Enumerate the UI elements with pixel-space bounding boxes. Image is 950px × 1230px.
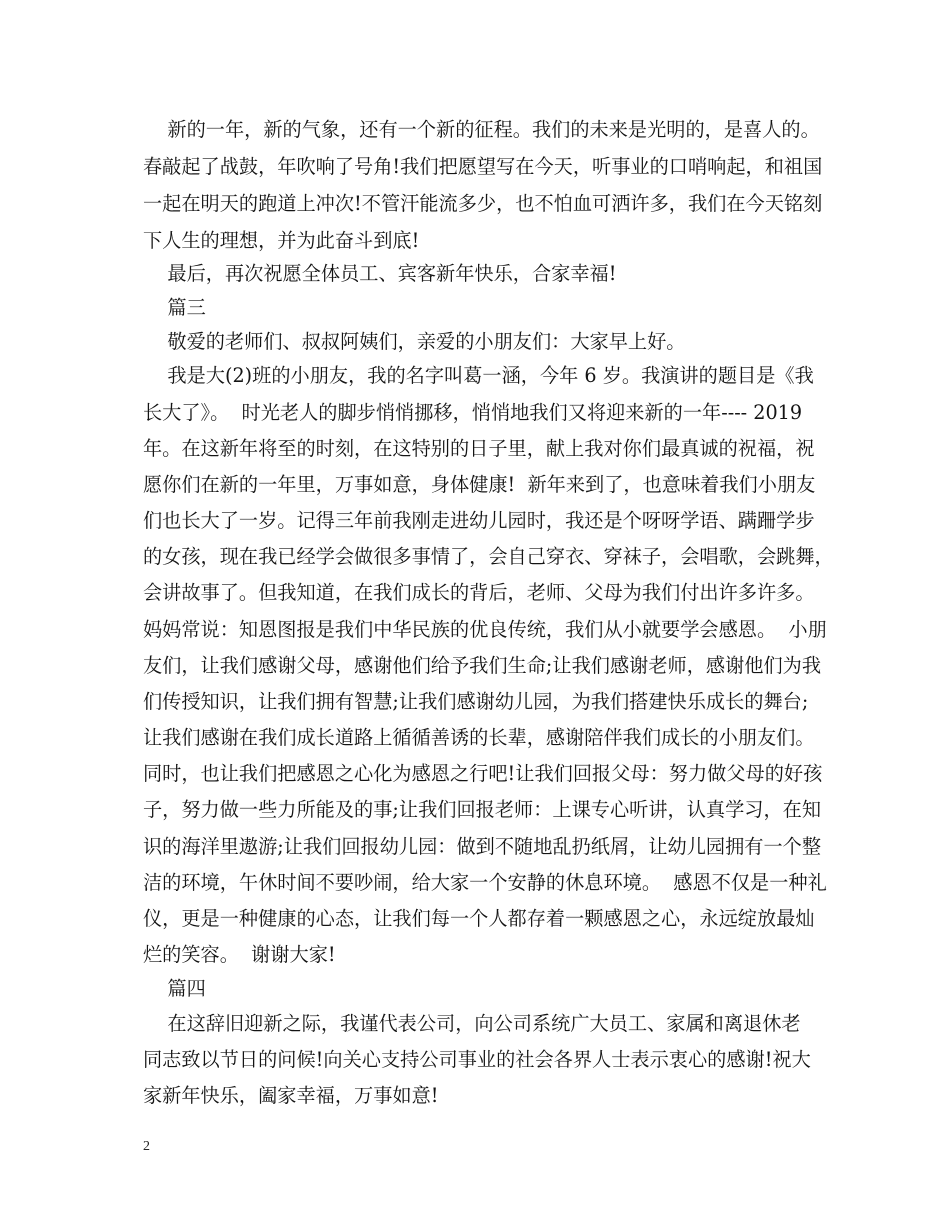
text-line: 最后，再次祝愿全体员工、宾客新年快乐，合家幸福!: [143, 262, 617, 285]
text-line: 新的一年，新的气象，还有一个新的征程。我们的未来是光明的，是喜人的。: [143, 118, 820, 141]
text-line: 家新年快乐，阖家幸福，万事如意!: [143, 1084, 439, 1107]
text-line: 友们，让我们感谢父母，感谢他们给予我们生命;让我们感谢老师，感谢他们为我: [143, 654, 822, 677]
text-line: 子，努力做一些力所能及的事;让我们回报老师：上课专心听讲，认真学习，在知: [143, 798, 822, 821]
text-line: 的女孩，现在我已经学会做很多事情了，会自己穿衣、穿袜子，会唱歌，会跳舞，: [143, 545, 834, 568]
text-line: 妈妈常说：知恩图报是我们中华民族的优良传统，我们从小就要学会感恩。 小朋: [143, 618, 827, 641]
text-line: 同时，也让我们把感恩之心化为感恩之行吧!让我们回报父母：努力做父母的好孩: [143, 762, 823, 785]
text-line: 洁的环境，午休时间不要吵闹，给大家一个安静的休息环境。 感恩不仅是一种礼: [143, 871, 827, 894]
text-line: 们传授知识，让我们拥有智慧;让我们感谢幼儿园，为我们搭建快乐成长的舞台;: [143, 690, 809, 713]
text-line: 烂的笑容。 谢谢大家!: [143, 943, 336, 966]
text-line: 识的海洋里遨游;让我们回报幼儿园：做到不随地乱扔纸屑，让幼儿园拥有一个整: [143, 835, 822, 858]
section-heading: 篇四: [143, 977, 206, 1000]
text-line: 们也长大了一岁。记得三年前我刚走进幼儿园时，我还是个呀呀学语、蹒跚学步: [143, 509, 815, 532]
text-line: 敬爱的老师们、叔叔阿姨们，亲爱的小朋友们：大家早上好。: [143, 330, 686, 353]
text-line: 仪，更是一种健康的心态，让我们每一个人都存着一颗感恩之心，永远绽放最灿: [143, 907, 815, 930]
text-line: 愿你们在新的一年里，万事如意，身体健康! 新年来到了，也意味着我们小朋友: [143, 473, 816, 496]
text-line: 我是大(2)班的小朋友，我的名字叫葛一涵，今年 6 岁。我演讲的题目是《我: [143, 364, 814, 387]
text-line: 在这辞旧迎新之际，我谨代表公司，向公司系统广大员工、家属和离退休老: [143, 1012, 801, 1035]
text-line: 长大了》。 时光老人的脚步悄悄挪移，悄悄地我们又将迎来新的一年---- 2019: [143, 401, 803, 424]
page-number: 2: [143, 1139, 150, 1154]
text-line: 一起在明天的跑道上冲次!不管汗能流多少，也不怕血可洒许多，我们在今天铭刻: [143, 192, 823, 215]
text-line: 年。在这新年将至的时刻，在这特别的日子里，献上我对你们最真诚的祝福，祝: [143, 437, 815, 460]
text-line: 会讲故事了。但我知道，在我们成长的背后，老师、父母为我们付出许多许多。: [143, 581, 815, 604]
text-line: 让我们感谢在我们成长道路上循循善诱的长辈，感谢陪伴我们成长的小朋友们。: [143, 726, 815, 749]
text-line: 同志致以节日的问候!向关心支持公司事业的社会各界人士表示衷心的感谢!祝大: [143, 1048, 811, 1071]
text-line: 春敲起了战鼓，年吹响了号角!我们把愿望写在今天，听事业的口哨响起，和祖国: [143, 155, 823, 178]
text-line: 下人生的理想，并为此奋斗到底!: [143, 229, 420, 252]
section-heading: 篇三: [143, 296, 206, 319]
